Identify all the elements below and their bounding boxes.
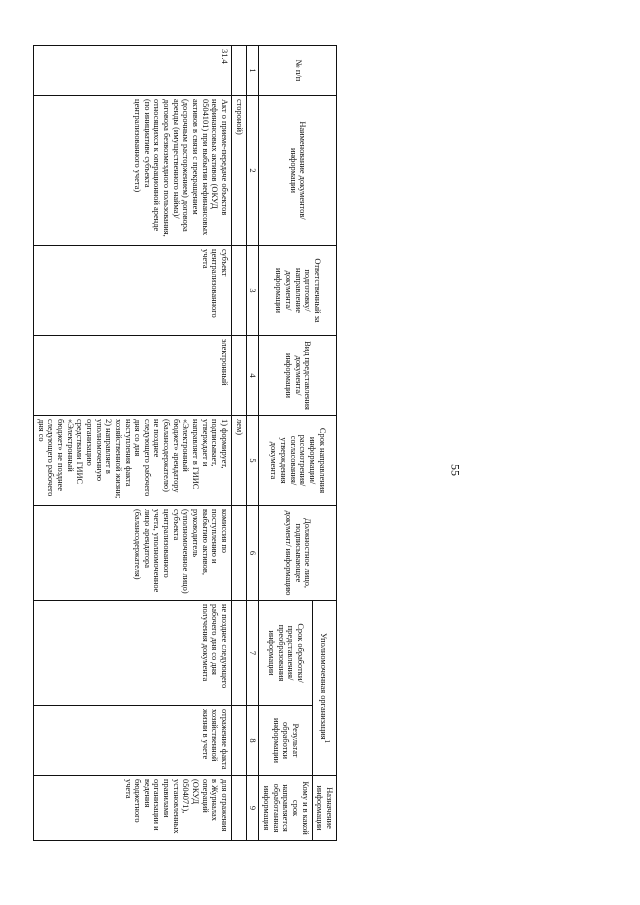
header-processing-deadline: Срок обработки/ представления/ преобразования информации bbox=[259, 601, 312, 706]
page-number: 55 bbox=[448, 464, 463, 476]
header-responsible: Ответственный за подготовку/ направление документа/ информации bbox=[259, 246, 337, 336]
document-table bbox=[33, 45, 337, 841]
col-number: 2 bbox=[246, 96, 259, 246]
continuation-cell bbox=[232, 601, 247, 706]
row-processing-deadline: не позднее следующего рабочего дня со дня получения документа bbox=[33, 601, 231, 706]
row-purpose: для отражения в Журналах операций (ОКУД 0504071), установленных правилами организации и ведения бюджетного учета bbox=[33, 776, 231, 841]
col-number: 8 bbox=[246, 706, 259, 776]
header-name: Наименование документов/ информации bbox=[259, 96, 337, 246]
header-official: Должностное лицо, подписывающее документ/ информацию bbox=[259, 506, 337, 601]
header-view: Вид представления документа/ информации bbox=[259, 336, 337, 416]
continuation-cell bbox=[232, 246, 247, 336]
continuation-name: стороной) bbox=[232, 96, 247, 246]
row-responsible: субъект централизованного учета bbox=[33, 246, 231, 336]
header-authorized-org-label: Уполномоченная организация bbox=[318, 632, 328, 740]
document-table-rotated bbox=[0, 45, 337, 840]
continuation-deadline: лем) bbox=[232, 416, 247, 506]
col-number: 6 bbox=[246, 506, 259, 601]
continuation-cell bbox=[232, 776, 247, 841]
header-row-1 bbox=[312, 46, 336, 841]
continuation-cell bbox=[232, 336, 247, 416]
table-row bbox=[33, 46, 231, 841]
col-number: 5 bbox=[246, 416, 259, 506]
row-view: электронный bbox=[33, 336, 231, 416]
header-result: Результат обработки информации bbox=[259, 706, 312, 776]
continuation-cell bbox=[232, 706, 247, 776]
header-footnote-mark: 1 bbox=[322, 739, 331, 744]
row-number: 31.4 bbox=[33, 46, 231, 96]
header-purpose-group: Назначение информации bbox=[312, 776, 336, 841]
col-number: 9 bbox=[246, 776, 259, 841]
continuation-cell bbox=[232, 46, 247, 96]
col-number: 7 bbox=[246, 601, 259, 706]
header-deadline: Срок направления информации/ рассмотрения/ согласования/ утверждения документа bbox=[259, 416, 337, 506]
header-authorized-org bbox=[312, 601, 336, 776]
continuation-row bbox=[232, 46, 247, 841]
col-number: 3 bbox=[246, 246, 259, 336]
header-num: № п/п bbox=[259, 46, 337, 96]
column-numbers-row bbox=[246, 46, 259, 841]
col-number: 1 bbox=[246, 46, 259, 96]
header-purpose: Кому и в какой срок направляется обработанная информация bbox=[259, 776, 312, 841]
row-deadline: 1) формирует, подписывает, утверждает и направляет в ГИИС «Электронный бюджет» арендатору (балансодержателю) не позднее следующего рабочего дня со дня наступления факта хозяйственной жизни; 2) направляет в уполномоченную организацию средствами ГИИС «Электронный бюджет» не позднее следующего рабочего дня со bbox=[33, 416, 231, 506]
row-result: отражение факта хозяйственной жизни в учете bbox=[33, 706, 231, 776]
row-document-name: Акт о приеме-передаче объектов нефинансовых активов (ОКУД 0504101) при выбытии нефинансовых активов в связи с прекращением (досрочным расторжением) договора аренды (имущественного найма)/договора безвозмездного пользования, относящихся к операционной аренде (по инициативе субъекта централизованного учета) bbox=[33, 96, 231, 246]
continuation-cell bbox=[232, 506, 247, 601]
col-number: 4 bbox=[246, 336, 259, 416]
row-official: комиссия по поступлению и выбытию активов, руководитель (уполномоченное лицо) субъекта централизованного учета, уполномоченное лицо арендатора (балансодержателя) bbox=[33, 506, 231, 601]
